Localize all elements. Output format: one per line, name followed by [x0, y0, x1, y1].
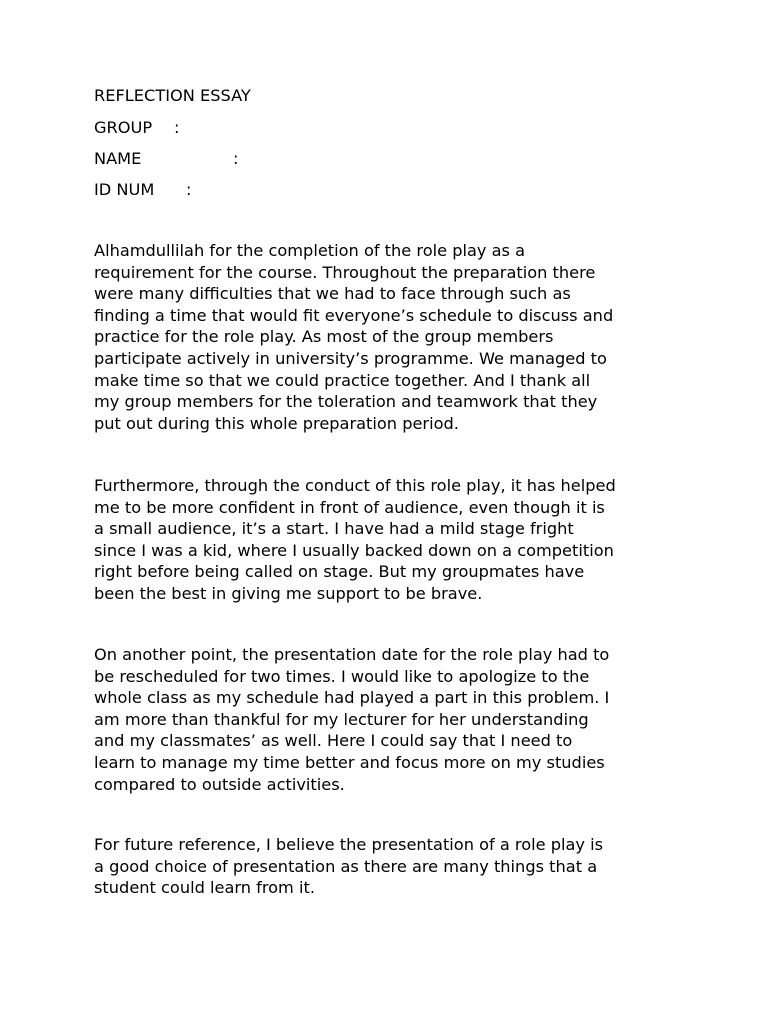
paragraph-3 — [94, 644, 694, 795]
paragraph-line: be rescheduled for two times. I would like to apologize to the — [94, 666, 590, 686]
paragraph-line: make time so that we could practice together. And I thank all — [94, 370, 591, 390]
paragraph-line: a good choice of presentation as there are many things that a — [94, 856, 598, 876]
paragraph-4 — [94, 834, 694, 899]
paragraph-line: Furthermore, through the conduct of this role play, it has helped — [94, 476, 616, 495]
name-label: NAME — [94, 149, 142, 168]
id-num-label: ID NUM — [94, 180, 155, 199]
group-colon: : — [174, 118, 180, 137]
name-colon: : — [233, 149, 239, 168]
paragraph-line: me to be more confident in front of audience, even though it is — [94, 497, 605, 517]
group-label: GROUP — [94, 118, 153, 137]
id-num-colon: : — [186, 180, 192, 199]
paragraph-1 — [94, 240, 694, 434]
paragraph-line: student could learn from it. — [94, 878, 315, 898]
paragraph-line: am more than thankful for my lecturer for her understanding — [94, 709, 589, 729]
paragraph-2 — [94, 475, 694, 605]
paragraph-line: practice for the role play. As most of the group members — [94, 327, 554, 347]
paragraph-line: whole class as my schedule had played a part in this problem. I — [94, 688, 610, 708]
paragraph-line: On another point, the presentation date for the role play had to — [94, 645, 610, 664]
paragraph-line: were many difficulties that we had to face through such as — [94, 284, 571, 304]
paragraph-line: Alhamdullilah for the completion of the role play as a — [94, 241, 526, 260]
paragraph-line: put out during this whole preparation period. — [94, 413, 459, 433]
paragraph-line: and my classmates’ as well. Here I could say that I need to — [94, 731, 573, 751]
document-title: REFLECTION ESSAY — [94, 86, 251, 105]
paragraph-line: requirement for the course. Throughout the preparation there — [94, 262, 596, 282]
paragraph-line: compared to outside activities. — [94, 774, 345, 794]
paragraph-line: finding a time that would fit everyone’s schedule to discuss and — [94, 305, 614, 325]
paragraph-line: right before being called on stage. But my groupmates have — [94, 562, 585, 582]
paragraph-line: since I was a kid, where I usually backed down on a competition — [94, 540, 614, 560]
paragraph-line: participate actively in university’s programme. We managed to — [94, 348, 607, 368]
paragraph-line: my group members for the toleration and teamwork that they — [94, 392, 598, 412]
paragraph-line: learn to manage my time better and focus more on my studies — [94, 752, 605, 772]
paragraph-line: a small audience, it’s a start. I have had a mild stage fright — [94, 519, 574, 539]
paragraph-line: For future reference, I believe the presentation of a role play is — [94, 835, 604, 854]
paragraph-line: been the best in giving me support to be brave. — [94, 583, 483, 603]
